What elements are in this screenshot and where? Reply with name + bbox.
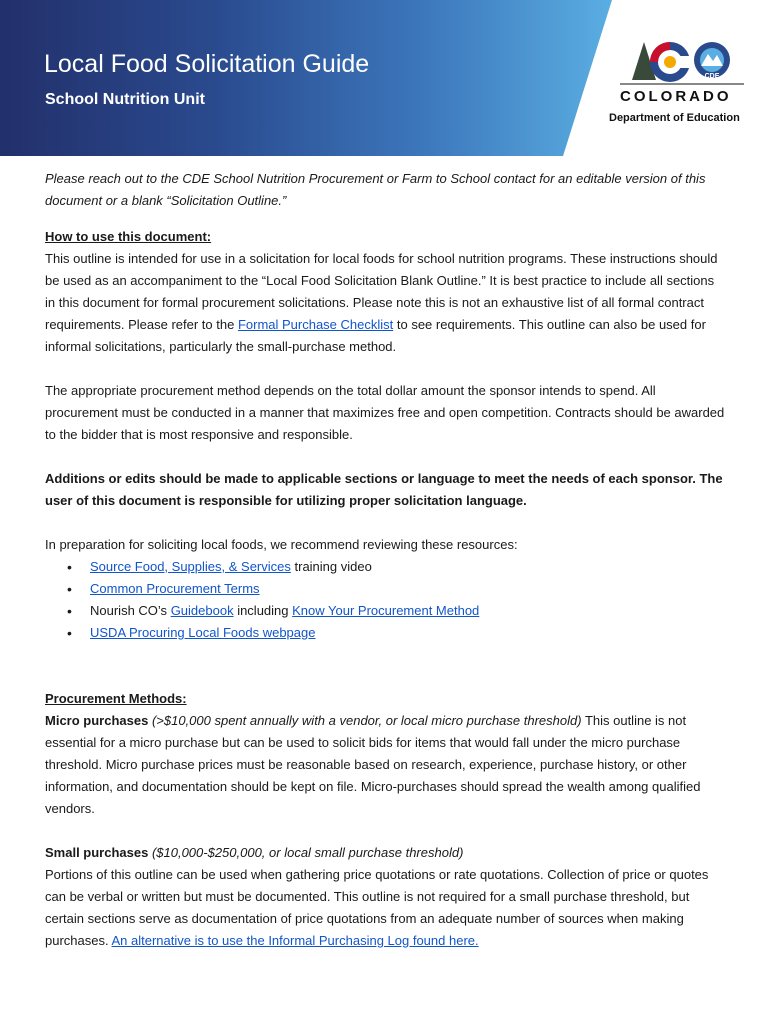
document-body bbox=[45, 168, 725, 952]
how-to-paragraph: This outline is intended for use in a solicitation for local foods for school nutrition programs. These instructions should be used as an accompaniment to the “Local Food Solicitation Blank Outline.” It is best practice to include all sections in this document for formal procurement solicitations. Please note this is not an exhaustive list of all formal contract requirements. Please refer to the Formal Purchase Checklist to see requirements. This outline can also be used for informal solicitations, particularly the small-purchase method. bbox=[45, 251, 718, 354]
list-item: • Nourish CO’s Guidebook including Know Your Procurement Method bbox=[90, 600, 725, 622]
logo-badge: CDE bbox=[704, 73, 720, 80]
list-item bbox=[90, 578, 725, 600]
how-to-heading: How to use this document: bbox=[45, 229, 212, 244]
list-item bbox=[90, 622, 725, 644]
procurement-method-paragraph: The appropriate procurement method depends on the total dollar amount the sponsor intends to spend. All procurement must be conducted in a manner that maximizes free and open competition. Contracts should be awarded to the bidder that is most responsive and responsible. bbox=[45, 383, 725, 442]
small-purchases-title: Small purchases ($10,000-$250,000, or local small purchase threshold) bbox=[45, 845, 464, 860]
edits-notice: Additions or edits should be made to applicable sections or language to meet the needs of each sponsor. The user of this document is responsible for utilizing proper solicitation language. bbox=[45, 471, 723, 508]
common-procurement-terms-link[interactable]: Common Procurement Terms bbox=[90, 581, 260, 596]
guidebook-link[interactable]: Guidebook bbox=[170, 603, 234, 618]
intro-note: Please reach out to the CDE School Nutrition Procurement or Farm to School contact for an editable version of this document or a blank “Solicitation Outline.” bbox=[45, 171, 706, 208]
document-title: Local Food Solicitation Guide bbox=[44, 50, 370, 78]
list-item: • Source Food, Supplies, & Services training video bbox=[90, 556, 725, 578]
procurement-methods-heading: Procurement Methods: bbox=[45, 691, 187, 706]
know-your-procurement-method-link[interactable]: Know Your Procurement Method bbox=[292, 603, 480, 618]
usda-local-foods-link[interactable]: USDA Procuring Local Foods webpage bbox=[90, 625, 316, 640]
micro-purchases-paragraph: Micro purchases (>$10,000 spent annually with a vendor, or local micro purchase threshold) This outline is not essential for a micro purchase but can be used to solicit bids for items that would fall under the micro purchase threshold. Micro purchase prices must be reasonable based on research, experience, purchase history, or other information, and documentation should be kept on file. Micro-purchases should spread the wealth among qualified vendors. bbox=[45, 713, 701, 816]
small-purchases-paragraph: Portions of this outline can be used when gathering price quotations or rate quotations. Collection of price or quotes can be verbal or written but must be documented. This outline is not required for a small purchase threshold, but certain sections serve as documentation of price quotations from an adequate number of sources when making purchases. An alternative is to use the Informal Purchasing Log found here. bbox=[45, 867, 709, 948]
page-header bbox=[0, 0, 770, 156]
formal-purchase-checklist-link[interactable]: Formal Purchase Checklist bbox=[237, 317, 394, 332]
resources-list bbox=[45, 556, 725, 644]
source-food-training-link[interactable]: Source Food, Supplies, & Services bbox=[90, 559, 291, 574]
logo-department: Department of Education bbox=[609, 112, 740, 124]
logo-wordmark: COLORADO bbox=[620, 88, 732, 105]
resources-lead: In preparation for soliciting local foods, we recommend reviewing these resources: bbox=[45, 537, 518, 552]
informal-purchasing-log-link[interactable]: An alternative is to use the Informal Purchasing Log found here. bbox=[111, 933, 479, 948]
logo-sun bbox=[664, 56, 676, 68]
document-subtitle: School Nutrition Unit bbox=[45, 91, 205, 108]
